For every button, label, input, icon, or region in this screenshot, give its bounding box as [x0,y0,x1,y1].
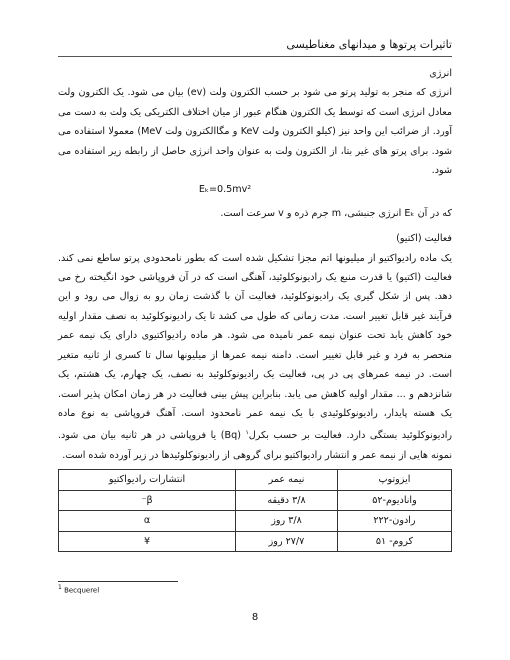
footnote [58,584,99,594]
activity-paragraph-main: یک ماده رادیواکتیو از میلیونها اتم مجزا تشکیل شده است که بطور نامحدودی پرتو ساطع نمی کند. فعالیت (اکتیو) یا قدرت منبع یک رادیونوکلوئید، آهنگی است که در آن فروپاشی خود انگیخته رخ می دهد. پس از شکل گیری یک رادیونوکلوئید، فعالیت آن با گذشت زمان رو به زوال می رود و این فرآیند غیر قابل تغییر است. مدت زمانی که طول می کشد تا یک رادیونوکلوئید به نصف مقدار اولیه خود کاهش یابد تحت عنوان نیمه عمر نامیده می شود. هر ماده رادیواکتیوی دارای یک نیمه عمر منحصر به فرد و غیر قابل تغییر است. دامنه نیمه عمرها از میلیونها سال تا کسری از ثانیه متغیر است. در نیمه عمرهای پی در پی، فعالیت یک رادیونوکلوئید به نصف، یک چهارم، یک هشتم، یک شانزدهم و ... مقدار اولیه کاهش می یابد. بنابراین پیش بینی فعالیت در هر زمان امکان پذیر است. یک هسته پایدار، رادیونوکلوئیدی با یک نیمه عمر نامحدود است. آهنگ فروپاشی به نوع ماده رادیونوکلوئید بستگی دارد. فعالیت بر حسب بکرل [58,252,453,442]
activity-heading: فعالیت (اکتیو) [396,233,452,245]
footnote-divider [58,581,178,582]
table-cell-isotope: وانادیوم-۵۲ [337,490,451,510]
activity-paragraph [58,249,452,466]
header-divider [58,56,452,57]
footnote-text: Becquerel [64,586,100,595]
kinetic-energy-formula: Eₖ=0.5mv² [198,184,252,196]
half-life-table [58,469,452,552]
table-cell-half-life: ۳/۸ دقیقه [236,490,338,510]
formula-definition: که در آن Eₖ انرژی جنبشی، m جرم ذره و v سرعت است. [220,207,452,219]
table-cell-isotope: رادون-۲۲۲ [337,511,451,531]
page-number: 8 [251,612,259,623]
energy-paragraph: انرژی که منجر به تولید پرتو می شود بر حسب الکترون ولت (ev) بیان می شود. یک الکترون ولت معادل انرژی است که توسط یک الکترون هنگام عبور از میان اختلاف الکتریکی یک ولت به دست می آورد. از ضرائب این واحد نیز (کیلو الکترون ولت KeV و مگاالکترون ولت MeV) معمولا استفاده می شود. برای پرتو های غیر بتا، از الکترون ولت به عنوان واحد انرژی حاصل از رابطه زیر استفاده می شود. [58,87,452,177]
column-header-emission: انتشارات رادیواکتیو [59,470,236,490]
table-row [59,490,452,510]
footnote-number: 1 [58,584,62,591]
table-cell-emission: β⁻ [59,490,236,510]
column-header-isotope: ایزوتوپ [337,470,451,490]
table-cell-half-life: ۳/۸ روز [236,511,338,531]
table-cell-isotope: کروم- ۵۱ [337,531,451,551]
table-cell-emission: ¥ [59,531,236,551]
table-header-row [59,470,452,490]
running-header: تاثیرات پرتوها و میدانهای مغناطیسی [286,38,452,51]
energy-heading: انرژی [429,68,452,79]
footnote-reference[interactable]: ۱ [245,429,249,437]
table-row [59,531,452,551]
column-header-half-life: نیمه عمر [236,470,338,490]
page-body [58,62,452,552]
table-row [59,511,452,531]
table-cell-half-life: ۲۷/۷ روز [236,531,338,551]
activity-paragraph-end: (Bq) یا فروپاشی در هر ثانیه بیان می شود. نمونه هایی از نیمه عمر و انتشار رادیواکتیو برای گروهی از رادیونوکلوئیدها در زیر آورده شده است. [58,430,452,461]
table-cell-emission: α [59,511,236,531]
